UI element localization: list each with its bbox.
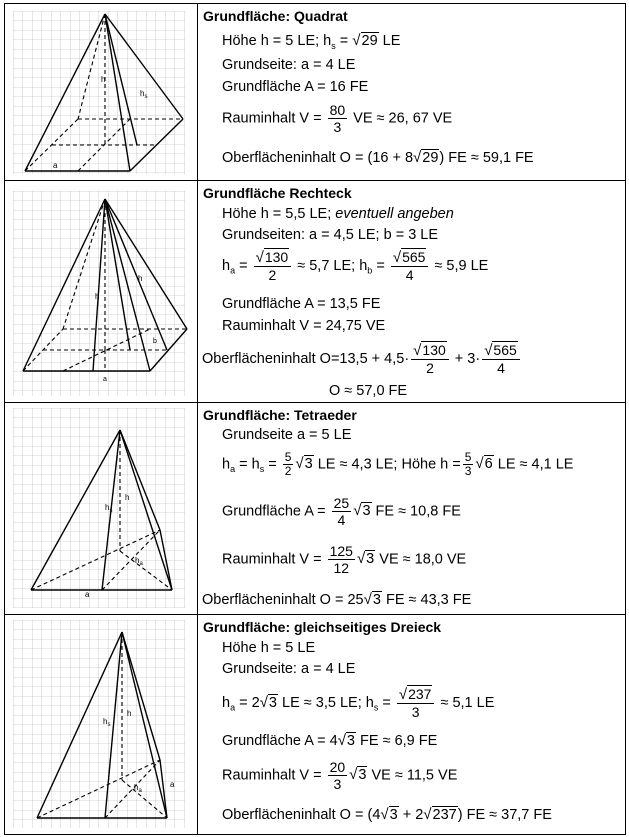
base-area-line: Grundfläche A = 4√3 FE ≈ 6,9 FE xyxy=(222,732,438,749)
ha-hb-line: $h_a$ = $\frac{√130}{2}$ ≈ 5,7 LE; $h_b$ = $\frac{√565}{4}$ ≈ 5,9 LE xyxy=(222,249,489,283)
label-a: a xyxy=(53,161,58,170)
row-rectangle xyxy=(5,181,626,403)
height-line: Höhe h = 5 LE xyxy=(222,640,316,656)
row-title: Grundfläche: Tetraeder xyxy=(203,407,357,423)
base-area-line: Grundfläche A = 16 FE xyxy=(222,79,369,95)
text-square xyxy=(198,4,626,181)
volume-line: Rauminhalt V = $\frac{125}{12}$ √3 VE ≈ 18,0 VE xyxy=(222,543,467,576)
row-title: Grundfläche: Quadrat xyxy=(203,8,348,24)
base-side-line: Grundseite: a = 4 LE xyxy=(222,661,356,677)
tetrahedron-drawing xyxy=(5,403,195,613)
label-h: h xyxy=(95,292,100,301)
base-area-line: Grundfläche A = $\frac{25}{4}$ √3 FE ≈ 10,8 FE xyxy=(222,495,461,528)
height-line: Höhe h = 5,5 LE; eventuell angeben xyxy=(222,206,454,222)
label-hs: $h_s$ xyxy=(105,503,113,514)
grid-background xyxy=(13,620,185,828)
surface-result: O ≈ 57,0 FE xyxy=(329,383,408,399)
surface-line: Oberflächeninhalt O = (16 + 8√29) FE ≈ 59,1 FE xyxy=(222,149,534,166)
text-tetrahedron xyxy=(198,403,626,615)
row-square xyxy=(5,4,626,181)
row-title: Grundfläche: gleichseitiges Dreieck xyxy=(203,619,442,635)
surface-line: Oberflächeninhalt O = (4√3 + 2√237) FE ≈ 37,7 FE xyxy=(222,806,552,823)
base-side-line: Grundseite a = 5 LE xyxy=(222,427,352,443)
grid-background xyxy=(13,408,185,608)
label-b: b xyxy=(153,338,157,345)
surface-line: Oberflächeninhalt O=13,5 + 4,5· $\frac{√130}{2}$ + 3· $\frac{√565}{4}$ xyxy=(202,342,522,376)
label-hb: h xyxy=(138,274,143,283)
label-hs: $h_s$ xyxy=(140,89,148,100)
label-a: a xyxy=(85,590,90,599)
pyramids-table xyxy=(4,3,626,835)
figure-triangle-pyramid xyxy=(5,615,198,835)
ha-h-line: $h_a = h_s$ = $\frac{5}{2}$ √3 LE ≈ 4,3 LE; Höhe h = $\frac{5}{3}$ √6 LE ≈ 4,1 LE xyxy=(222,450,574,478)
row-tetrahedron xyxy=(5,403,626,615)
ha-hs-line: $h_a = 2√3$ LE ≈ 3,5 LE; $h_s$ = $\frac{√237}{3}$ ≈ 5,1 LE xyxy=(222,686,495,720)
row-title: Grundfläche Rechteck xyxy=(203,185,352,201)
surface-line: Oberflächeninhalt O = 25√3 FE ≈ 43,3 FE xyxy=(202,591,472,608)
figure-rectangle-pyramid xyxy=(5,181,198,403)
label-hs: $h_s$ xyxy=(103,717,111,728)
figure-tetrahedron xyxy=(5,403,198,615)
label-h: h xyxy=(101,75,106,84)
label-h: h xyxy=(125,493,130,502)
text-triangle xyxy=(198,615,626,835)
volume-line: Rauminhalt V = 24,75 VE xyxy=(222,318,386,334)
base-sides-line: Grundseiten: a = 4,5 LE; b = 3 LE xyxy=(222,227,439,243)
volume-line: Rauminhalt V = $\frac{20}{3}$ √3 VE ≈ 11,5 VE xyxy=(222,759,458,792)
square-pyramid-drawing xyxy=(5,4,195,179)
height-line: Höhe h = 5 LE; $h_s = √29$ LE xyxy=(222,32,401,51)
base-side-line: Grundseite: a = 4 LE xyxy=(222,57,356,73)
triangle-pyramid-drawing xyxy=(5,615,195,833)
label-h: h xyxy=(127,709,132,718)
row-equilateral-triangle xyxy=(5,615,626,835)
rectangle-pyramid-drawing xyxy=(5,181,195,401)
text-rectangle xyxy=(198,181,626,403)
volume-line: Rauminhalt V = $\frac{80}{3}$ VE ≈ 26, 67 VE xyxy=(222,102,453,135)
label-ha: $h_a$ xyxy=(135,556,143,567)
base-area-line: Grundfläche A = 13,5 FE xyxy=(222,296,381,312)
figure-square-pyramid xyxy=(5,4,198,181)
label-ha: $h_a$ xyxy=(134,783,142,794)
label-a: a xyxy=(103,376,107,383)
label-a: a xyxy=(170,780,175,789)
